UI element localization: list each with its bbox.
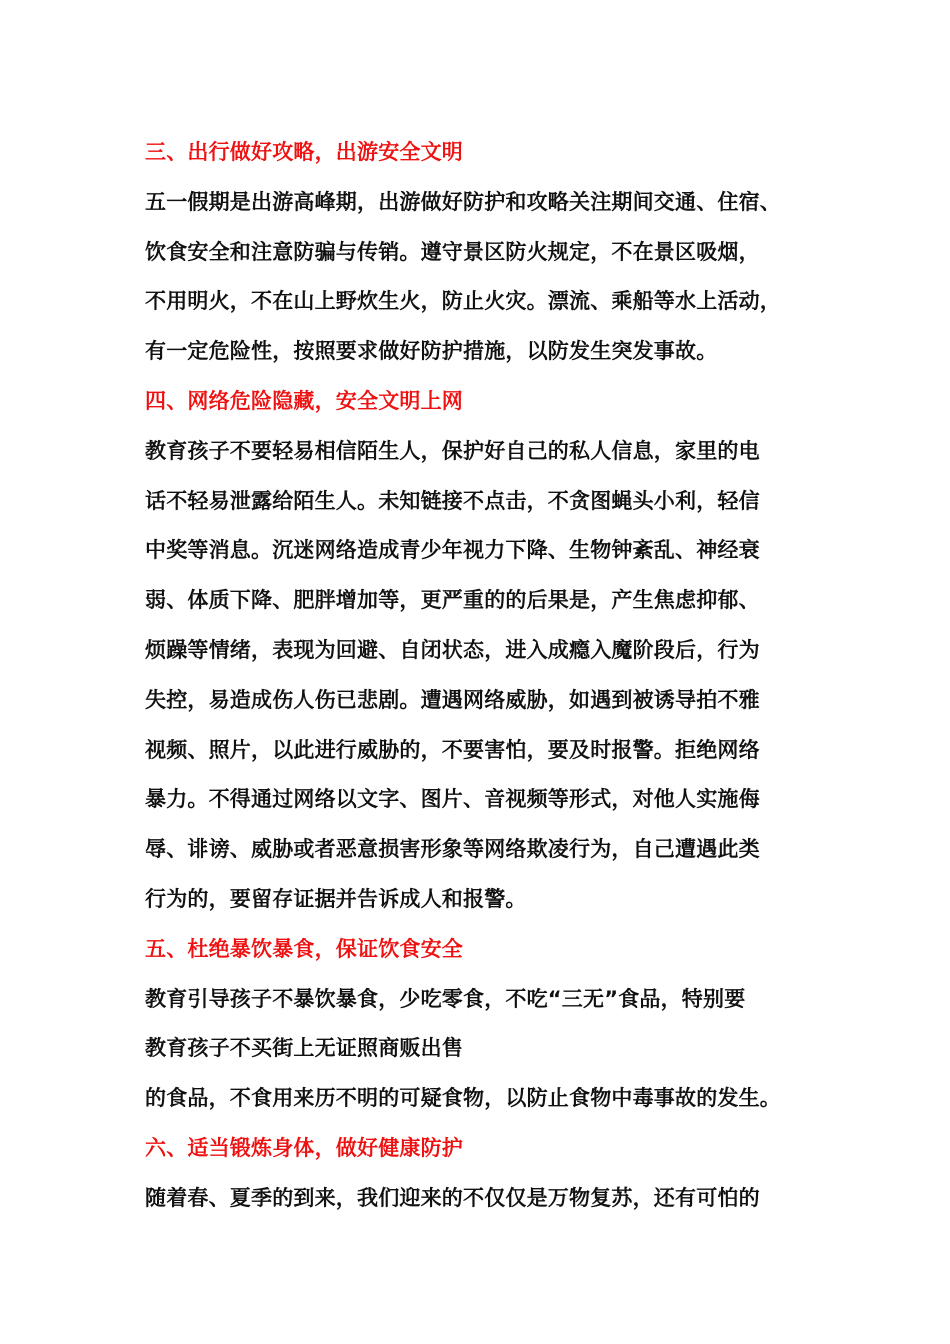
body-line: 弱、体质下降、肥胖增加等，更严重的的后果是，产生焦虑抑郁、 — [145, 588, 760, 613]
body-line: 有一定危险性，按照要求做好防护措施，以防发生突发事故。 — [145, 339, 718, 364]
body-line: 辱、诽谤、威胁或者恶意损害形象等网络欺凌行为，自己遭遇此类 — [145, 837, 760, 862]
body-line: 话不轻易泄露给陌生人。未知链接不点击，不贪图蝇头小利，轻信 — [145, 488, 760, 513]
section-heading-exercise: 六、适当锻炼身体，做好健康防护 — [145, 1135, 463, 1160]
body-line: 烦躁等情绪，表现为回避、自闭状态，进入成瘾入魔阶段后，行为 — [145, 637, 760, 662]
document-page — [145, 128, 835, 1224]
section-heading-travel: 三、出行做好攻略，出游安全文明 — [145, 140, 463, 164]
body-line: 教育引导孩子不暴饮暴食，少吃零食，不吃“三无”食品，特别要 — [145, 986, 746, 1011]
body-line: 五一假期是出游高峰期，出游做好防护和攻略关注期间交通、住宿、 — [145, 189, 781, 214]
body-line: 行为的，要留存证据并告诉成人和报警。 — [145, 886, 527, 911]
body-line: 视频、照片，以此进行威胁的，不要害怕，要及时报警。拒绝网络 — [145, 737, 760, 762]
body-line: 的食品，不食用来历不明的可疑食物，以防止食物中毒事故的发生。 — [145, 1086, 781, 1111]
body-line: 暴力。不得通过网络以文字、图片、音视频等形式，对他人实施侮 — [145, 787, 760, 812]
body-line: 不用明火，不在山上野炊生火，防止火灾。漂流、乘船等水上活动， — [145, 289, 781, 314]
section-heading-internet: 四、网络危险隐藏，安全文明上网 — [145, 388, 463, 413]
body-line: 随着春、夏季的到来，我们迎来的不仅仅是万物复苏，还有可怕的 — [145, 1185, 760, 1210]
body-line: 饮食安全和注意防骗与传销。遵守景区防火规定，不在景区吸烟， — [145, 239, 760, 264]
body-line: 失控，易造成伤人伤已悲剧。遭遇网络威胁，如遇到被诱导拍不雅 — [145, 687, 760, 712]
body-line: 教育孩子不买街上无证照商贩出售 — [145, 1036, 463, 1061]
body-line: 教育孩子不要轻易相信陌生人，保护好自己的私人信息，家里的电 — [145, 438, 760, 463]
body-line: 中奖等消息。沉迷网络造成青少年视力下降、生物钟紊乱、神经衰 — [145, 538, 760, 563]
section-heading-diet: 五、杜绝暴饮暴食，保证饮食安全 — [145, 936, 463, 961]
